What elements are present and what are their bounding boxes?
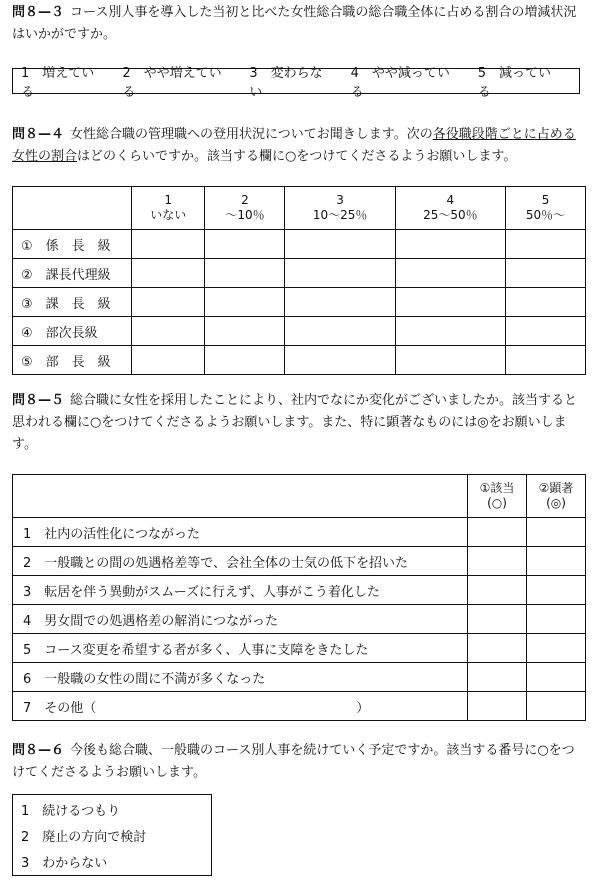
table-row [13, 518, 586, 547]
answer-cell[interactable] [205, 346, 285, 375]
header-col-2: 2 ～10％ [205, 187, 285, 230]
answer-cell[interactable] [527, 518, 586, 547]
header-col-3: 3 10～25％ [285, 187, 395, 230]
answer-cell[interactable] [468, 518, 527, 547]
answer-cell[interactable] [285, 317, 395, 346]
answer-cell[interactable] [506, 346, 586, 375]
item-label: 5 コース変更を希望する者が多く、人事に支障をきたした [13, 634, 468, 663]
table-row [13, 346, 586, 375]
row-label: ③ 課 長 級 [13, 288, 132, 317]
answer-cell[interactable] [527, 634, 586, 663]
answer-cell[interactable] [527, 547, 586, 576]
item-label: 2 一般職との間の処遇格差等で、会社全体の士気の低下を招いた [13, 547, 468, 576]
question-8-3 [12, 2, 587, 46]
question-text: 総合職に女性を採用したことにより、社内でなにか変化がございましたか。該当すると思われる欄に○をつけてくださるようお願いします。また、特に顕著なものには◎をお願いします。 [12, 393, 578, 452]
item-label: 7 その他（ ） [13, 692, 468, 721]
answer-cell[interactable] [205, 317, 285, 346]
row-label: ⑤ 部 長 級 [13, 346, 132, 375]
table-row [13, 230, 586, 259]
answer-cell[interactable] [468, 663, 527, 692]
answer-cell[interactable] [132, 288, 205, 317]
answer-cell[interactable] [468, 634, 527, 663]
header-col-4: 4 25～50％ [395, 187, 505, 230]
answer-cell[interactable] [506, 259, 586, 288]
question-number: 問８—５ [12, 393, 65, 408]
choice-5[interactable]: 5 減っている [477, 66, 551, 100]
item-label: 6 一般職の女性の間に不満が多くなった [13, 663, 468, 692]
answer-cell[interactable] [395, 346, 505, 375]
choice-box-8-3 [12, 66, 580, 100]
table-8-5 [12, 474, 586, 721]
answer-cell[interactable] [285, 288, 395, 317]
answer-cell[interactable] [205, 230, 285, 259]
table-row [13, 288, 586, 317]
answer-cell[interactable] [205, 259, 285, 288]
row-label: ② 課長代理級 [13, 259, 132, 288]
item-label: 4 男女間での処遇格差の解消につながった [13, 605, 468, 634]
row-label: ④ 部次長級 [13, 317, 132, 346]
header-col-5: 5 50％～ [506, 187, 586, 230]
answer-cell[interactable] [527, 576, 586, 605]
answer-cell[interactable] [468, 605, 527, 634]
question-text: 今後も総合職、一般職のコース別人事を続けていく予定ですか。該当する番号に○をつけてくださるようお願いします。 [12, 743, 575, 780]
table-8-4 [12, 186, 586, 375]
question-text: コース別人事を導入した当初と比べた女性総合職の総合職全体に占める割合の増減状況はいかがですか。 [12, 5, 577, 42]
answer-cell[interactable] [205, 288, 285, 317]
question-text-b: はどのくらいですか。該当する欄に○をつけてくださるようお願いします。 [77, 149, 517, 164]
table-row [13, 605, 586, 634]
question-number: 問８—４ [12, 127, 65, 142]
answer-cell[interactable] [132, 230, 205, 259]
answer-cell[interactable] [527, 692, 586, 721]
answer-cell[interactable] [527, 663, 586, 692]
answer-cell[interactable] [506, 317, 586, 346]
table-row [13, 634, 586, 663]
answer-cell[interactable] [468, 547, 527, 576]
choice-2[interactable]: 2 やや増えている [122, 66, 222, 100]
question-number: 問８—３ [12, 5, 65, 20]
choice-4[interactable]: 4 やや減っている [350, 66, 450, 100]
answer-cell[interactable] [527, 605, 586, 634]
table-row [13, 547, 586, 576]
header-empty [13, 475, 468, 518]
answer-cell[interactable] [506, 288, 586, 317]
choice-1[interactable]: 1 増えている [21, 66, 95, 100]
answer-cell[interactable] [395, 259, 505, 288]
table-row [13, 576, 586, 605]
item-label: 3 転居を伴う異動がスムーズに行えず、人事がこう着化した [13, 576, 468, 605]
table-row [13, 663, 586, 692]
answer-cell[interactable] [468, 692, 527, 721]
header-col-1: 1 いない [132, 187, 205, 230]
choice-3[interactable]: 3 変わらない [249, 66, 323, 100]
answer-cell[interactable] [285, 346, 395, 375]
question-8-5 [12, 390, 587, 456]
answer-cell[interactable] [395, 230, 505, 259]
question-8-6 [12, 740, 587, 784]
answer-cell[interactable] [132, 259, 205, 288]
choice-3[interactable]: 3 わからない [21, 856, 108, 871]
row-label: ① 係 長 級 [13, 230, 132, 259]
header-applicable: ①該当 (○) [468, 475, 527, 518]
answer-cell[interactable] [285, 230, 395, 259]
answer-cell[interactable] [395, 288, 505, 317]
header-empty [13, 187, 132, 230]
choice-box-8-6 [12, 794, 212, 876]
answer-cell[interactable] [506, 230, 586, 259]
question-text-a: 女性総合職の管理職への登用状況についてお聞きします。次の [70, 127, 433, 142]
answer-cell[interactable] [132, 317, 205, 346]
answer-cell[interactable] [395, 317, 505, 346]
table-row [13, 259, 586, 288]
answer-cell[interactable] [468, 576, 527, 605]
header-notable: ②顕著 (◎) [527, 475, 586, 518]
answer-cell[interactable] [285, 259, 395, 288]
question-number: 問８—６ [12, 743, 65, 758]
answer-cell[interactable] [132, 346, 205, 375]
choice-2[interactable]: 2 廃止の方向で検討 [21, 830, 147, 845]
item-label: 1 社内の活性化につながった [13, 518, 468, 547]
question-text-underlined: 各役職段階ごとに占める女性の割合 [12, 127, 576, 164]
table-row [13, 317, 586, 346]
choice-1[interactable]: 1 続けるつもり [21, 804, 121, 819]
table-row [13, 692, 586, 721]
question-8-4 [12, 124, 587, 168]
